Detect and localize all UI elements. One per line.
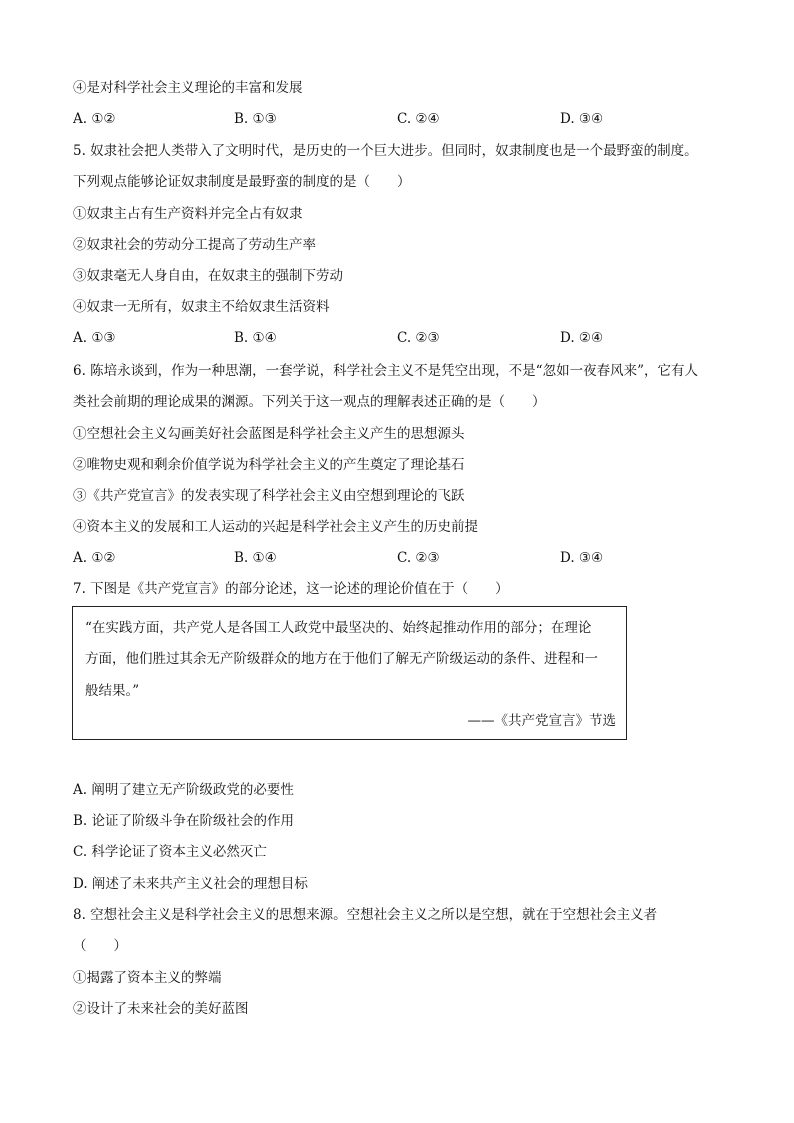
- q4-option-b: B. ①③: [234, 111, 277, 127]
- q4-item-4: ④是对科学社会主义理论的丰富和发展: [73, 80, 303, 96]
- quote-box: [72, 606, 627, 740]
- q8-item-2: ②设计了未来社会的美好蓝图: [73, 1001, 249, 1017]
- q5-item-4: ④奴隶一无所有，奴隶主不给奴隶生活资料: [73, 299, 330, 315]
- q5-option-a: A. ①③: [73, 330, 116, 346]
- q6-option-d: D. ③④: [560, 550, 604, 566]
- q5-option-c: C. ②③: [397, 330, 440, 346]
- q6-options: [73, 548, 723, 568]
- q4-option-d: D. ③④: [560, 111, 604, 127]
- quote-line-3: 般结果。”: [85, 683, 140, 699]
- q6-option-a: A. ①②: [73, 550, 116, 566]
- q4-option-c: C. ②④: [397, 111, 440, 127]
- q6-option-c: C. ②③: [397, 550, 440, 566]
- q6-option-b: B. ①④: [234, 550, 277, 566]
- quote-line-2: 方面，他们胜过其余无产阶级群众的地方在于他们了解无产阶级运动的条件、进程和一: [85, 651, 598, 667]
- q5-stem-line1: 5. 奴隶社会把人类带入了文明时代，是历史的一个巨大进步。但同时，奴隶制度也是一个最野蛮的制度。: [73, 143, 698, 159]
- q4-options: [73, 109, 723, 129]
- q5-item-2: ②奴隶社会的劳动分工提高了劳动生产率: [73, 237, 316, 253]
- q6-item-1: ①空想社会主义勾画美好社会蓝图是科学社会主义产生的思想源头: [73, 426, 465, 442]
- quote-source: ——《共产党宣言》节选: [467, 713, 616, 729]
- q8-stem-line1: 8. 空想社会主义是科学社会主义的思想来源。空想社会主义之所以是空想，就在于空想社会主义者: [73, 907, 658, 923]
- q5-stem-line2: 下列观点能够论证奴隶制度是最野蛮的制度的是（ ）: [73, 174, 411, 190]
- q6-item-4: ④资本主义的发展和工人运动的兴起是科学社会主义产生的历史前提: [73, 519, 478, 535]
- q5-option-d: D. ②④: [560, 330, 604, 346]
- q4-option-a: A. ①②: [73, 111, 116, 127]
- q7-option-d: D. 阐述了未来共产主义社会的理想目标: [73, 876, 308, 892]
- quote-line-1: “在实践方面，共产党人是各国工人政党中最坚决的、始终起推动作用的部分；在理论: [85, 620, 592, 636]
- q5-item-3: ③奴隶毫无人身自由，在奴隶主的强制下劳动: [73, 268, 343, 284]
- q6-stem-line1: 6. 陈培永谈到，作为一种思潮，一套学说，科学社会主义不是凭空出现，不是“忽如一夜春风来”，它有人: [73, 363, 698, 379]
- q5-options: [73, 328, 723, 348]
- q6-item-3: ③《共产党宣言》的发表实现了科学社会主义由空想到理论的飞跃: [73, 488, 465, 504]
- q5-item-1: ①奴隶主占有生产资料并完全占有奴隶: [73, 206, 303, 222]
- q6-item-2: ②唯物史观和剩余价值学说为科学社会主义的产生奠定了理论基石: [73, 457, 465, 473]
- q7-stem: 7. 下图是《共产党宣言》的部分论述，这一论述的理论价值在于（ ）: [73, 581, 509, 597]
- q6-stem-line2: 类社会前期的理论成果的渊源。下列关于这一观点的理解表述正确的是（ ）: [73, 394, 546, 410]
- q7-option-a: A. 阐明了建立无产阶级政党的必要性: [73, 782, 294, 798]
- q7-option-c: C. 科学论证了资本主义必然灭亡: [73, 844, 267, 860]
- q7-option-b: B. 论证了阶级斗争在阶级社会的作用: [73, 813, 295, 829]
- q5-option-b: B. ①④: [234, 330, 277, 346]
- q8-item-1: ①揭露了资本主义的弊端: [73, 970, 222, 986]
- q8-stem-line2: （ ）: [73, 938, 127, 954]
